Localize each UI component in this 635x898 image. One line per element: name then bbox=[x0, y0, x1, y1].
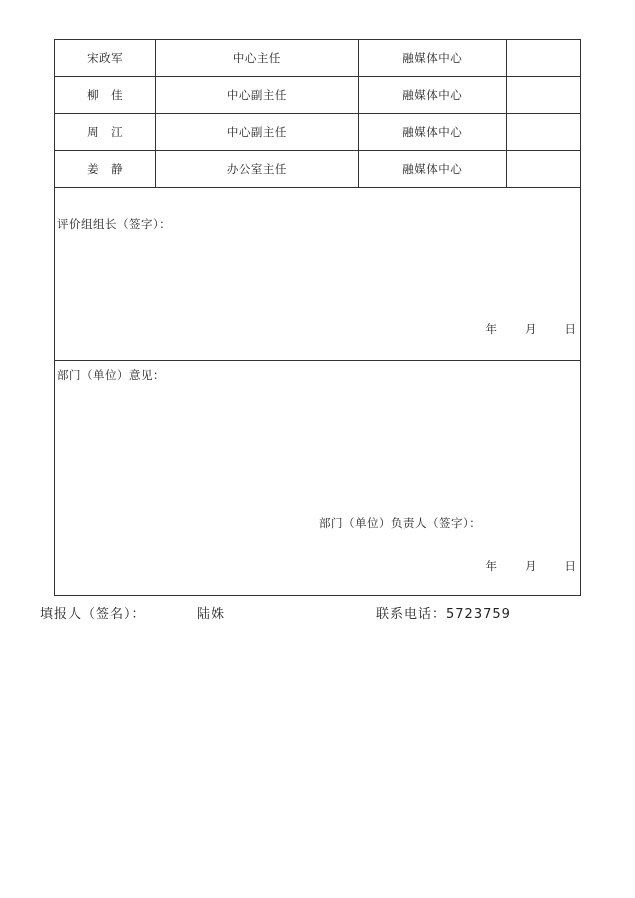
date-month: 月 bbox=[525, 322, 537, 336]
member-title: 中心主任 bbox=[156, 40, 358, 77]
date-month: 月 bbox=[525, 559, 537, 573]
member-title: 中心副主任 bbox=[156, 114, 358, 151]
member-title: 办公室主任 bbox=[156, 151, 358, 188]
table-row bbox=[55, 114, 581, 151]
table-row bbox=[55, 151, 581, 188]
member-name: 姜 静 bbox=[55, 151, 156, 188]
dept-date bbox=[486, 558, 577, 574]
table-row bbox=[55, 77, 581, 114]
members-table bbox=[54, 39, 581, 188]
member-name: 柳 佳 bbox=[55, 77, 156, 114]
member-name: 宋政军 bbox=[55, 40, 156, 77]
member-signature-cell[interactable] bbox=[506, 77, 580, 114]
dept-opinion-label: 部门（单位）意见： bbox=[57, 368, 165, 382]
dept-opinion-section[interactable] bbox=[54, 361, 581, 596]
leader-date bbox=[486, 321, 577, 337]
leader-signature-section[interactable] bbox=[54, 188, 581, 361]
date-year: 年 bbox=[485, 559, 497, 573]
member-unit: 融媒体中心 bbox=[358, 77, 506, 114]
member-signature-cell[interactable] bbox=[506, 151, 580, 188]
date-day: 日 bbox=[564, 559, 576, 573]
table-row bbox=[55, 40, 581, 77]
member-unit: 融媒体中心 bbox=[358, 151, 506, 188]
date-day: 日 bbox=[564, 322, 576, 336]
contact-phone: 联系电话：5723759 bbox=[376, 607, 511, 622]
leader-signature-label: 评价组组长（签字）： bbox=[57, 217, 172, 231]
dept-head-signature-label: 部门（单位）负责人（签字）： bbox=[319, 516, 482, 530]
member-name: 周 江 bbox=[55, 114, 156, 151]
filler-label: 填报人（签名）： bbox=[40, 607, 146, 622]
date-year: 年 bbox=[485, 322, 497, 336]
member-signature-cell[interactable] bbox=[506, 114, 580, 151]
filler-name: 陆姝 bbox=[197, 607, 226, 622]
member-title: 中心副主任 bbox=[156, 77, 358, 114]
evaluation-form bbox=[54, 39, 581, 596]
member-unit: 融媒体中心 bbox=[358, 40, 506, 77]
member-unit: 融媒体中心 bbox=[358, 114, 506, 151]
member-signature-cell[interactable] bbox=[506, 40, 580, 77]
